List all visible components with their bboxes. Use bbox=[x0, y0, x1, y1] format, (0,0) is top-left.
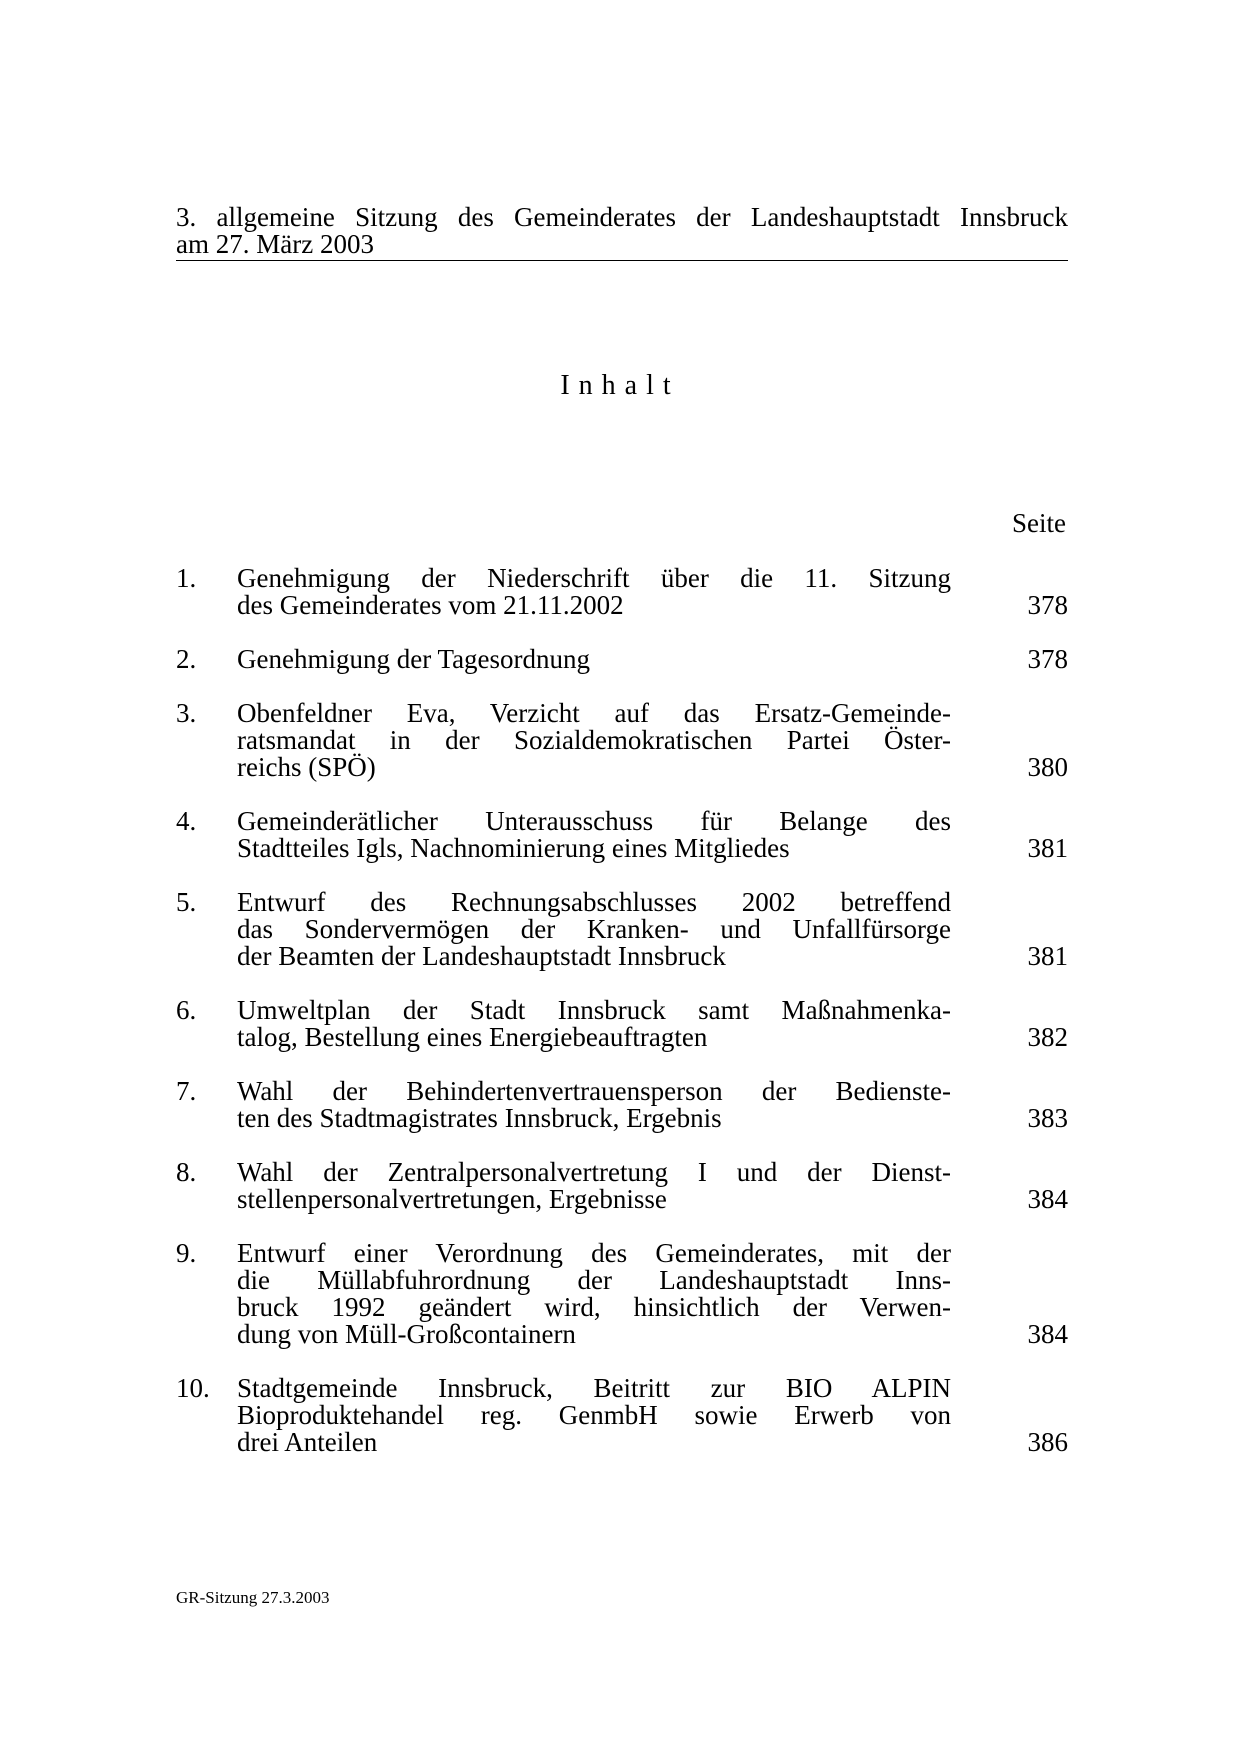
toc-entry-page: 386 bbox=[1027, 1427, 1068, 1457]
toc-entry-line: Gemeinderätlicher Unterausschuss für Belange des bbox=[237, 806, 951, 836]
toc-entry-line: reichs (SPÖ) bbox=[237, 752, 376, 782]
toc-entry-text bbox=[237, 1240, 951, 1348]
toc-entry-number: 9. bbox=[176, 1238, 197, 1268]
toc-entry-text bbox=[237, 700, 951, 781]
toc-entry-text bbox=[237, 1078, 951, 1132]
toc-entry-line: ratsmandat in der Sozialdemokratischen Partei Öster- bbox=[237, 725, 951, 755]
toc-entry-number: 5. bbox=[176, 887, 197, 917]
toc-entry bbox=[176, 997, 1068, 1051]
page-title: Inhalt bbox=[560, 370, 680, 401]
toc-entry-page: 378 bbox=[1027, 590, 1068, 620]
toc-entry-page: 381 bbox=[1027, 941, 1068, 971]
toc-entry bbox=[176, 646, 1068, 673]
toc-entry-line: Genehmigung der Niederschrift über die 11. Sitzung bbox=[237, 563, 951, 593]
toc-entry bbox=[176, 1240, 1068, 1348]
header-line-2: am 27. März 2003 bbox=[176, 229, 374, 259]
document-header bbox=[176, 204, 1068, 261]
toc-entry-page: 383 bbox=[1027, 1103, 1068, 1133]
toc-entry-line: drei Anteilen bbox=[237, 1427, 378, 1457]
table-of-contents bbox=[176, 565, 1068, 1483]
toc-entry-line: Entwurf des Rechnungsabschlusses 2002 betreffend bbox=[237, 887, 951, 917]
toc-entry-number: 10. bbox=[176, 1373, 210, 1403]
toc-entry-line: des Gemeinderates vom 21.11.2002 bbox=[237, 590, 624, 620]
toc-entry-page: 381 bbox=[1027, 833, 1068, 863]
toc-entry-line: talog, Bestellung eines Energiebeauftragten bbox=[237, 1022, 708, 1052]
footer: GR-Sitzung 27.3.2003 bbox=[176, 1588, 330, 1607]
toc-entry-number: 1. bbox=[176, 563, 197, 593]
toc-entry-line: Stadtteiles Igls, Nachnominierung eines Mitgliedes bbox=[237, 833, 790, 863]
toc-entry bbox=[176, 565, 1068, 619]
toc-entry-number: 3. bbox=[176, 698, 197, 728]
toc-entry-line: Wahl der Behindertenvertrauensperson der Bedienste- bbox=[237, 1076, 951, 1106]
toc-entry-line: stellenpersonalvertretungen, Ergebnisse bbox=[237, 1184, 667, 1214]
toc-entry-line: Bioproduktehandel reg. GenmbH sowie Erwerb von bbox=[237, 1400, 951, 1430]
toc-entry bbox=[176, 1375, 1068, 1456]
toc-entry bbox=[176, 889, 1068, 970]
toc-entry-page: 380 bbox=[1027, 752, 1068, 782]
header-line-1: 3. allgemeine Sitzung des Gemeinderates der Landeshauptstadt Innsbruck bbox=[176, 202, 1068, 232]
toc-entry bbox=[176, 808, 1068, 862]
toc-entry-page: 382 bbox=[1027, 1022, 1068, 1052]
toc-entry-line: Wahl der Zentralpersonalvertretung I und der Dienst- bbox=[237, 1157, 951, 1187]
toc-entry-number: 2. bbox=[176, 644, 197, 674]
toc-entry-number: 4. bbox=[176, 806, 197, 836]
toc-entry bbox=[176, 700, 1068, 781]
toc-entry-text bbox=[237, 997, 951, 1051]
toc-entry-line: ten des Stadtmagistrates Innsbruck, Ergebnis bbox=[237, 1103, 722, 1133]
toc-entry-text bbox=[237, 1159, 951, 1213]
toc-entry-number: 7. bbox=[176, 1076, 197, 1106]
toc-entry-line: Umweltplan der Stadt Innsbruck samt Maßnahmenka- bbox=[237, 995, 951, 1025]
toc-entry-line: Obenfeldner Eva, Verzicht auf das Ersatz-Gemeinde- bbox=[237, 698, 951, 728]
toc-entry-line: die Müllabfuhrordnung der Landeshauptstadt Inns- bbox=[237, 1265, 951, 1295]
toc-entry-line: bruck 1992 geändert wird, hinsichtlich der Verwen- bbox=[237, 1292, 951, 1322]
toc-entry-text bbox=[237, 808, 951, 862]
toc-entry-number: 6. bbox=[176, 995, 197, 1025]
toc-entry-line: Genehmigung der Tagesordnung bbox=[237, 644, 591, 674]
toc-entry-line: Entwurf einer Verordnung des Gemeinderates, mit der bbox=[237, 1238, 951, 1268]
toc-entry-line: dung von Müll-Großcontainern bbox=[237, 1319, 576, 1349]
toc-entry bbox=[176, 1159, 1068, 1213]
toc-entry-page: 384 bbox=[1027, 1184, 1068, 1214]
toc-entry-line: das Sondervermögen der Kranken- und Unfallfürsorge bbox=[237, 914, 951, 944]
toc-entry-page: 378 bbox=[1027, 644, 1068, 674]
toc-entry-page: 384 bbox=[1027, 1319, 1068, 1349]
toc-entry-line: der Beamten der Landeshauptstadt Innsbruck bbox=[237, 941, 726, 971]
toc-entry-number: 8. bbox=[176, 1157, 197, 1187]
toc-entry-line: Stadtgemeinde Innsbruck, Beitritt zur BIO ALPIN bbox=[237, 1373, 951, 1403]
toc-entry bbox=[176, 1078, 1068, 1132]
toc-entry-text bbox=[237, 1375, 951, 1456]
toc-entry-text bbox=[237, 889, 951, 970]
toc-entry-text bbox=[237, 565, 951, 619]
page-column-label: Seite bbox=[1012, 508, 1066, 538]
toc-entry-text bbox=[237, 646, 951, 673]
